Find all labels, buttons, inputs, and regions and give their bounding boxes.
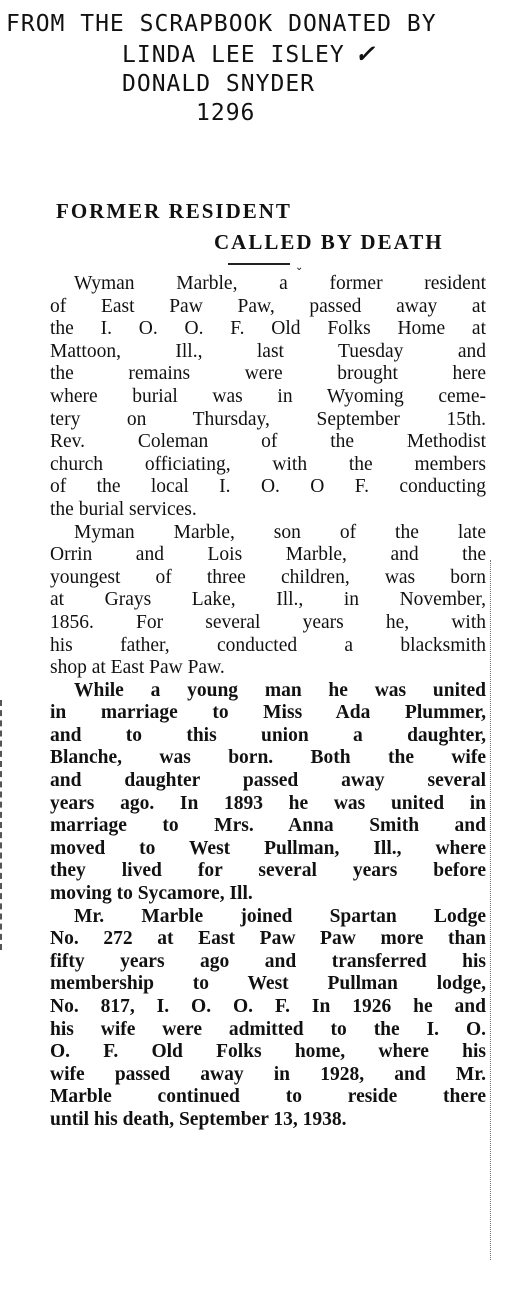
text-line: moving to Sycamore, Ill. (50, 883, 253, 905)
handwritten-check-mark: ✓ (354, 39, 376, 68)
text-line: 1856. For several years he, with (50, 611, 486, 633)
headline-line-1: FORMER RESIDENT (56, 199, 292, 223)
article-body (50, 273, 486, 1132)
paragraph-3 (50, 680, 486, 906)
headline-line-2: CALLED BY DEATH (214, 230, 444, 254)
text-line: the I. O. O. F. Old Folks Home at (50, 318, 486, 340)
right-column-edge (490, 560, 493, 1260)
text-line: of East Paw Paw, passed away at (50, 295, 486, 317)
text-line: shop at East Paw Paw. (50, 657, 225, 679)
article-headline (0, 196, 510, 258)
text-line: wife passed away in 1928, and Mr. (50, 1063, 486, 1085)
text-line: youngest of three children, was born (50, 566, 486, 588)
text-line: Rev. Coleman of the Methodist (50, 431, 486, 453)
text-line: his father, conducted a blacksmith (50, 634, 486, 656)
paragraph-4 (50, 906, 486, 1132)
text-line: moved to West Pullman, Ill., where (50, 837, 486, 859)
text-line: where burial was in Wyoming ceme- (50, 385, 486, 407)
header-second-donor: DONALD SNYDER (122, 71, 316, 97)
paragraph-1 (50, 273, 486, 522)
scrapbook-header (0, 10, 510, 128)
left-column-edge (0, 700, 8, 950)
text-line: the burial services. (50, 498, 197, 520)
text-line: Mr. Marble joined Spartan Lodge (74, 905, 486, 927)
text-line: Wyman Marble, a former resident (74, 273, 486, 294)
text-line: and daughter passed away several (50, 770, 486, 792)
donor-name: LINDA LEE ISLEY (122, 42, 345, 68)
text-line: of the local I. O. O F. conducting (50, 476, 486, 498)
text-line: Orrin and Lois Marble, and the (50, 544, 486, 566)
text-line: years ago. In 1893 he was united in (50, 792, 486, 814)
text-line: membership to West Pullman lodge, (50, 973, 486, 995)
text-line: Myman Marble, son of the late (74, 521, 486, 543)
text-line: O. F. Old Folks home, where his (50, 1041, 486, 1063)
text-line: No. 272 at East Paw Paw more than (50, 928, 486, 950)
text-line: they lived for several years before (50, 860, 486, 882)
text-line: the remains were brought here (50, 363, 486, 385)
header-donor-line (0, 39, 510, 70)
text-line: Blanche, was born. Both the wife (50, 747, 486, 769)
text-line: tery on Thursday, September 15th. (50, 408, 486, 430)
text-line: his wife were admitted to the I. O. (50, 1018, 486, 1040)
divider-tick: ⌄ (295, 262, 304, 273)
text-line: No. 817, I. O. O. F. In 1926 he and (50, 996, 486, 1017)
text-line: fifty years ago and transferred his (50, 950, 486, 972)
paragraph-2 (50, 522, 486, 680)
text-line: marriage to Mrs. Anna Smith and (50, 815, 486, 837)
text-line: church officiating, with the members (50, 453, 486, 475)
headline-divider (228, 263, 290, 265)
text-line: in marriage to Miss Ada Plummer, (50, 702, 486, 724)
header-number: 1296 (196, 100, 256, 126)
text-line: until his death, September 13, 1938. (50, 1108, 347, 1130)
text-line: Marble continued to reside there (50, 1086, 486, 1108)
header-donation-line: FROM THE SCRAPBOOK DONATED BY (6, 11, 437, 37)
text-line: at Grays Lake, Ill., in November, (50, 589, 486, 611)
text-line: Mattoon, Ill., last Tuesday and (50, 340, 486, 362)
text-line: While a young man he was united (74, 679, 486, 701)
text-line: and to this union a daughter, (50, 724, 486, 746)
